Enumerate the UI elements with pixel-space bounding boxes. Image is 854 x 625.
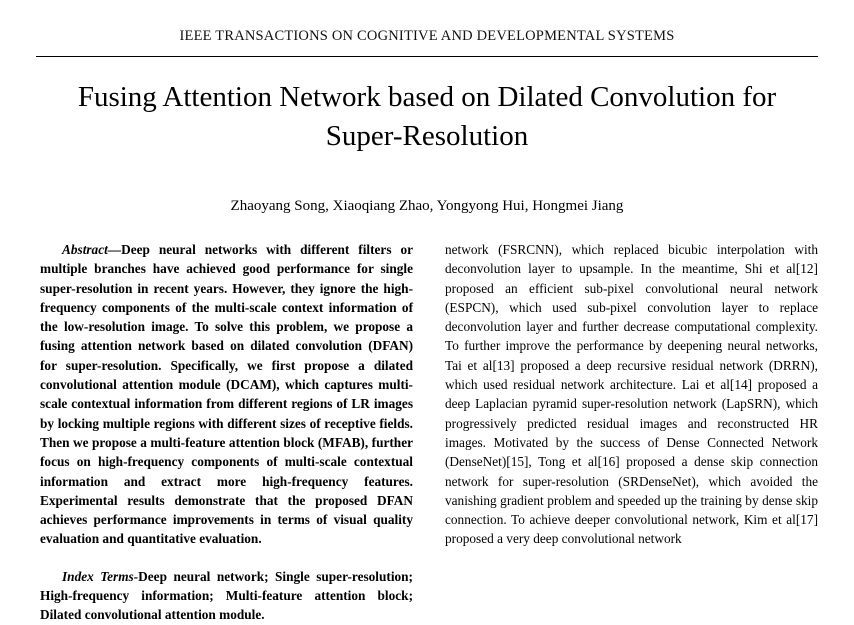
- page-title: Fusing Attention Network based on Dilated Convolution for Super-Resolution: [77, 81, 777, 152]
- abstract-text: Deep neural networks with different filters or multiple branches have achieved good performance for single super-resolution in recent years. However, they ignore the high-frequency components of the multi-scale context information of the low-resolution image. To solve this problem, we propose a fusing attention network based on dilated convolution (DFAN) for super-resolution. Specifically, we first propose a dilated convolutional attention module (DCAM), which captures multi-scale contextual information from different regions of LR images by locking multiple regions with different sizes of receptive fields. Then we propose a multi-feature attention block (MFAB), further focus on high-frequency components of multi-scale contextual information and extract more high-frequency features. Experimental results demonstrate that the proposed DFAN achieves performance improvements in terms of visual quality evaluation and quantitative evaluation.: [40, 242, 413, 547]
- index-terms-text: Deep neural network; Single super-resolution; High-frequency information; Multi-feature attention block; Dilated convolutional attention module.: [40, 568, 413, 623]
- abstract-paragraph: [40, 240, 413, 549]
- journal-header: IEEE TRANSACTIONS ON COGNITIVE AND DEVELOPMENTAL SYSTEMS: [179, 28, 675, 44]
- index-terms-paragraph: [40, 567, 413, 625]
- index-terms-label: Index Terms-: [62, 568, 139, 584]
- abstract-label: Abstract—: [62, 242, 122, 257]
- body-paragraph: network (FSRCNN), which replaced bicubic interpolation with deconvolution layer to upsample. In the meantime, Shi et al[12] proposed an efficient sub-pixel convolutional neural network (ESPCN), which used sub-pixel convolution layer to replace deconvolution layer and further decrease computational complexity. To further improve the performance by deepening neural networks, Tai et al[13] proposed a deep recursive residual network (DRRN), which used residual network architecture. Lai et al[14] proposed a deep Laplacian pyramid super-resolution network (LapSRN), which progressively predicted residual images and reconstructed HR images. Motivated by the success of Dense Connected Network (DenseNet)[15], Tong et al[16] proposed a dense skip connection network for super-resolution (SRDenseNet), which avoided the vanishing gradient problem and speeded up the training by dense skip connection. To achieve deeper convolutional network, Kim et al[17] proposed a very deep convolutional network: [445, 242, 818, 547]
- left-column: [40, 240, 413, 625]
- right-column: [445, 240, 818, 549]
- author-list: Zhaoyang Song, Xiaoqiang Zhao, Yongyong Hui, Hongmei Jiang: [230, 198, 624, 214]
- header-divider: [36, 56, 818, 57]
